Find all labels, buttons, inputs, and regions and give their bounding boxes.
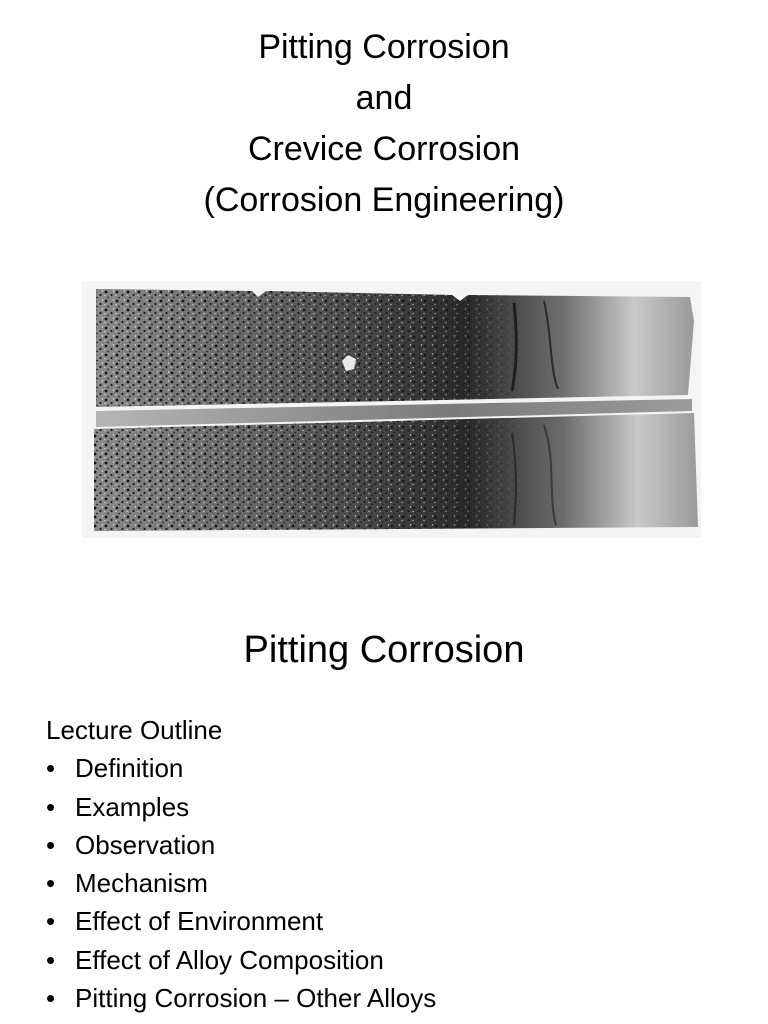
list-item-text: Effect of Environment: [75, 906, 324, 937]
slide-title-line-3: Crevice Corrosion: [247, 130, 521, 168]
list-item-text: Observation: [75, 829, 216, 860]
list-item-text: Pitting Corrosion – Other Alloys: [75, 983, 437, 1014]
section-title: Pitting Corrosion: [243, 629, 525, 671]
list-item: [46, 902, 436, 940]
bullet-icon: •: [46, 829, 56, 860]
slide-title-line-4: (Corrosion Engineering): [203, 181, 565, 219]
lecture-outline: [46, 711, 436, 1017]
bullet-icon: •: [46, 944, 56, 975]
bullet-icon: •: [46, 753, 56, 784]
bullet-icon: •: [46, 868, 56, 899]
list-item: [46, 749, 436, 787]
corroded-metal-specimen-photo: [82, 281, 701, 538]
bullet-icon: •: [46, 906, 56, 937]
list-item-text: Mechanism: [75, 868, 208, 899]
slide-title: [0, 22, 768, 226]
outline-heading: Lecture Outline: [46, 715, 223, 745]
slide-title-line-2: and: [355, 79, 413, 117]
bullet-icon: •: [46, 791, 56, 822]
list-item-text: Definition: [75, 753, 184, 784]
bullet-icon: •: [46, 983, 56, 1014]
list-item-text: Effect of Alloy Composition: [75, 944, 384, 975]
slide-title-line-1: Pitting Corrosion: [258, 28, 510, 66]
list-item: [46, 864, 436, 902]
list-item: [46, 979, 436, 1017]
list-item-text: Examples: [75, 791, 190, 822]
outline-list: [46, 749, 436, 1017]
list-item: [46, 788, 436, 826]
list-item: [46, 826, 436, 864]
list-item: [46, 941, 436, 979]
